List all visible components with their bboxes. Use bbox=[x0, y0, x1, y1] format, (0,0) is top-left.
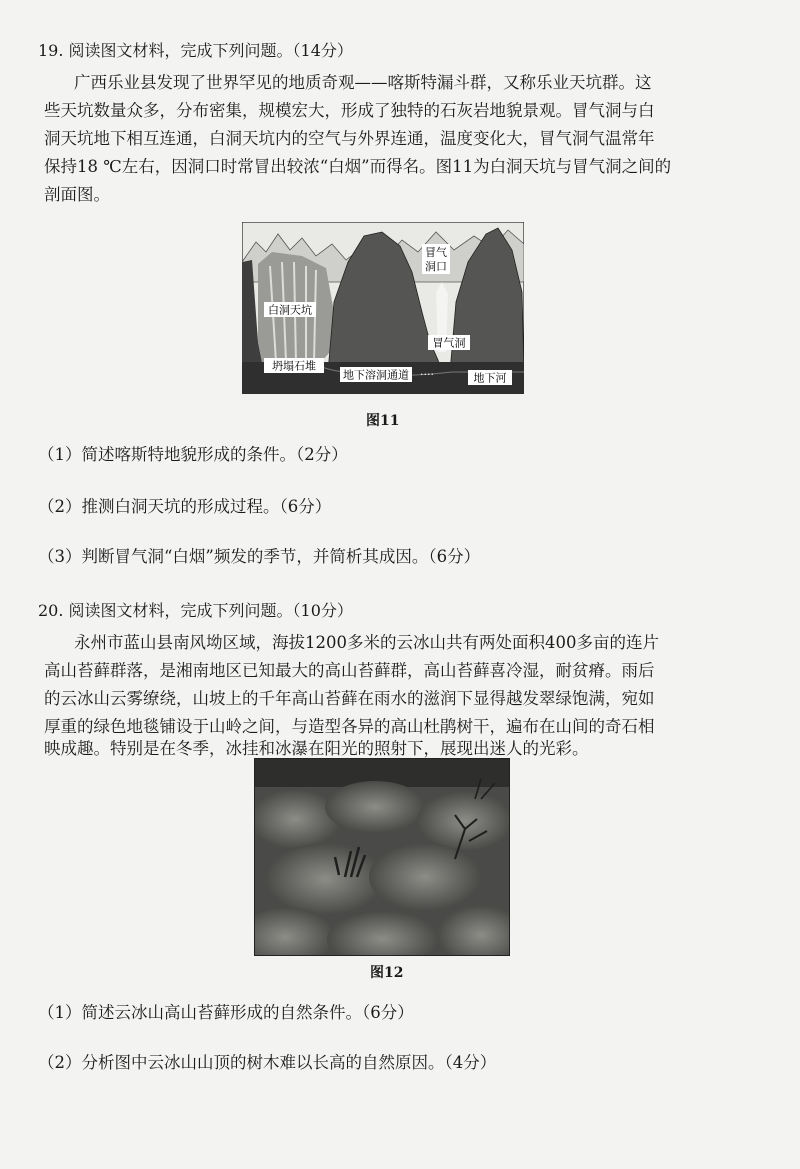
q19-question-3: （3）判断冒气洞“白烟”频发的季节，并简析其成因。（6分） bbox=[38, 547, 481, 566]
label-maoqi-cave: 冒气洞 bbox=[432, 336, 466, 350]
q20-material-line-3: 的云冰山云雾缭绕，山坡上的千年高山苔藓在雨水的滋润下显得越发翠绿饱满，宛如 bbox=[44, 689, 655, 708]
q20-header: 20. 阅读图文材料，完成下列问题。（10分） bbox=[38, 601, 353, 620]
q20-question-1: （1）简述云冰山高山苔藓形成的自然条件。（6分） bbox=[38, 1003, 414, 1022]
label-collapse-pile: 坍塌石堆 bbox=[272, 359, 316, 373]
q19-material-line-2: 些天坑数量众多，分布密集，规模宏大，形成了独特的石灰岩地貌景观。冒气洞与白 bbox=[44, 101, 655, 120]
figure-11-cross-section bbox=[242, 222, 524, 394]
q20-material-line-5: 映成趣。特别是在冬季，冰挂和冰瀑在阳光的照射下，展现出迷人的光彩。 bbox=[44, 739, 589, 758]
q19-material-line-1: 广西乐业县发现了世界罕见的地质奇观——喀斯特漏斗群，又称乐业天坑群。这 bbox=[74, 73, 652, 92]
q19-material-line-5: 剖面图。 bbox=[44, 185, 110, 204]
figure-12-moss-photo bbox=[254, 758, 510, 956]
q20-material-line-4: 厚重的绿色地毯铺设于山岭之间，与造型各异的高山杜鹃树干，遍布在山间的奇石相 bbox=[44, 717, 655, 736]
q20-material-line-2: 高山苔藓群落，是湘南地区已知最大的高山苔藓群，高山苔藓喜冷湿，耐贫瘠。雨后 bbox=[44, 661, 655, 680]
figure-11-caption: 图11 bbox=[366, 413, 400, 429]
q19-question-2: （2）推测白洞天坑的形成过程。（6分） bbox=[38, 497, 332, 516]
q19-material-line-3: 洞天坑地下相互连通，白洞天坑内的空气与外界连通，温度变化大，冒气洞气温常年 bbox=[44, 129, 655, 148]
label-maoqi-mouth-2: 洞口 bbox=[425, 260, 447, 273]
q19-question-1: （1）简述喀斯特地貌形成的条件。（2分） bbox=[38, 445, 348, 464]
q19-header: 19. 阅读图文材料，完成下列问题。（14分） bbox=[38, 41, 353, 60]
q20-material-line-1: 永州市蓝山县南风坳区域，海拔1200多米的云冰山共有两处面积400多亩的连片 bbox=[74, 633, 659, 652]
label-maoqi-mouth-1: 冒气 bbox=[425, 246, 447, 259]
q19-material-line-4: 保持18 ℃左右，因洞口时常冒出较浓“白烟”而得名。图11为白洞天坑与冒气洞之间的 bbox=[44, 157, 672, 176]
figure-12-caption: 图12 bbox=[370, 965, 404, 981]
moss-photo-image bbox=[255, 759, 510, 956]
passage-dots: ···· bbox=[420, 368, 434, 381]
label-underground-passage: 地下溶洞通道 bbox=[343, 368, 409, 382]
label-underground-river: 地下河 bbox=[473, 371, 507, 385]
label-baidong: 白洞天坑 bbox=[268, 303, 312, 317]
q20-question-2: （2）分析图中云冰山山顶的树木难以长高的自然原因。（4分） bbox=[38, 1053, 497, 1072]
